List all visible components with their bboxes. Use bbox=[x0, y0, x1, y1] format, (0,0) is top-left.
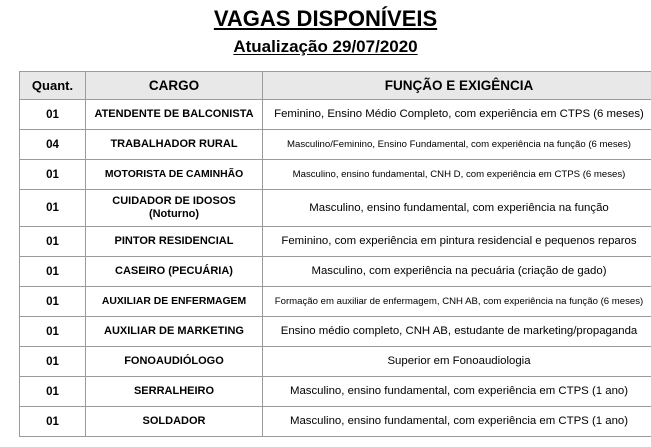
cell-quantity: 01 bbox=[20, 287, 86, 317]
cell-role-line2: (Noturno) bbox=[148, 208, 200, 220]
cell-function: Masculino, com experiência na pecuária (criação de gado) bbox=[263, 257, 651, 287]
vacancies-table bbox=[19, 71, 651, 437]
cell-role: AUXILIAR DE ENFERMAGEM bbox=[86, 287, 263, 317]
table-row bbox=[20, 227, 651, 257]
cell-function: Feminino, Ensino Médio Completo, com experiência em CTPS (6 meses) bbox=[263, 100, 651, 130]
cell-role: ATENDENTE DE BALCONISTA bbox=[86, 100, 263, 130]
cell-quantity: 01 bbox=[20, 100, 86, 130]
cell-role: CASEIRO (PECUÁRIA) bbox=[86, 257, 263, 287]
cell-quantity: 01 bbox=[20, 317, 86, 347]
page-title: VAGAS DISPONÍVEIS bbox=[213, 6, 438, 31]
cell-quantity: 01 bbox=[20, 347, 86, 377]
cell-role: MOTORISTA DE CAMINHÃO bbox=[86, 160, 263, 190]
cell-quantity: 01 bbox=[20, 190, 86, 227]
cell-role: FONOAUDIÓLOGO bbox=[86, 347, 263, 377]
cell-function: Masculino, ensino fundamental, com experiência em CTPS (1 ano) bbox=[263, 407, 651, 437]
cell-role bbox=[86, 190, 263, 227]
title-block bbox=[0, 0, 651, 57]
table-header-row bbox=[20, 72, 651, 100]
cell-function: Masculino, ensino fundamental, com experiência na função bbox=[263, 190, 651, 227]
cell-role: TRABALHADOR RURAL bbox=[86, 130, 263, 160]
table-row bbox=[20, 317, 651, 347]
table-row bbox=[20, 100, 651, 130]
table-row bbox=[20, 407, 651, 437]
table-row bbox=[20, 130, 651, 160]
cell-role: AUXILIAR DE MARKETING bbox=[86, 317, 263, 347]
cell-function: Masculino/Feminino, Ensino Fundamental, com experiência na função (6 meses) bbox=[263, 130, 651, 160]
cell-quantity: 01 bbox=[20, 377, 86, 407]
table-row bbox=[20, 347, 651, 377]
column-header-function: FUNÇÃO E EXIGÊNCIA bbox=[263, 72, 651, 100]
table-row bbox=[20, 257, 651, 287]
cell-quantity: 01 bbox=[20, 257, 86, 287]
table-row bbox=[20, 287, 651, 317]
cell-role: PINTOR RESIDENCIAL bbox=[86, 227, 263, 257]
cell-role: SOLDADOR bbox=[86, 407, 263, 437]
cell-function: Formação em auxiliar de enfermagem, CNH AB, com experiência na função (6 meses) bbox=[263, 287, 651, 317]
main-title-row bbox=[0, 6, 651, 32]
table-body bbox=[20, 100, 651, 437]
update-date-subtitle: Atualização 29/07/2020 bbox=[233, 37, 418, 56]
table-row bbox=[20, 190, 651, 227]
cell-role: SERRALHEIRO bbox=[86, 377, 263, 407]
cell-function: Masculino, ensino fundamental, CNH D, com experiência em CTPS (6 meses) bbox=[263, 160, 651, 190]
table-row bbox=[20, 160, 651, 190]
cell-quantity: 01 bbox=[20, 160, 86, 190]
column-header-role: CARGO bbox=[86, 72, 263, 100]
cell-function: Feminino, com experiência em pintura residencial e pequenos reparos bbox=[263, 227, 651, 257]
cell-function: Ensino médio completo, CNH AB, estudante de marketing/propaganda bbox=[263, 317, 651, 347]
column-header-quantity: Quant. bbox=[20, 72, 86, 100]
subtitle-row bbox=[0, 36, 651, 57]
cell-quantity: 01 bbox=[20, 227, 86, 257]
cell-quantity: 04 bbox=[20, 130, 86, 160]
table-row bbox=[20, 377, 651, 407]
cell-quantity: 01 bbox=[20, 407, 86, 437]
cell-role-line1: CUIDADOR DE IDOSOS bbox=[112, 195, 236, 207]
table-header bbox=[20, 72, 651, 100]
cell-function: Masculino, ensino fundamental, com experiência em CTPS (1 ano) bbox=[263, 377, 651, 407]
cell-function: Superior em Fonoaudiologia bbox=[263, 347, 651, 377]
